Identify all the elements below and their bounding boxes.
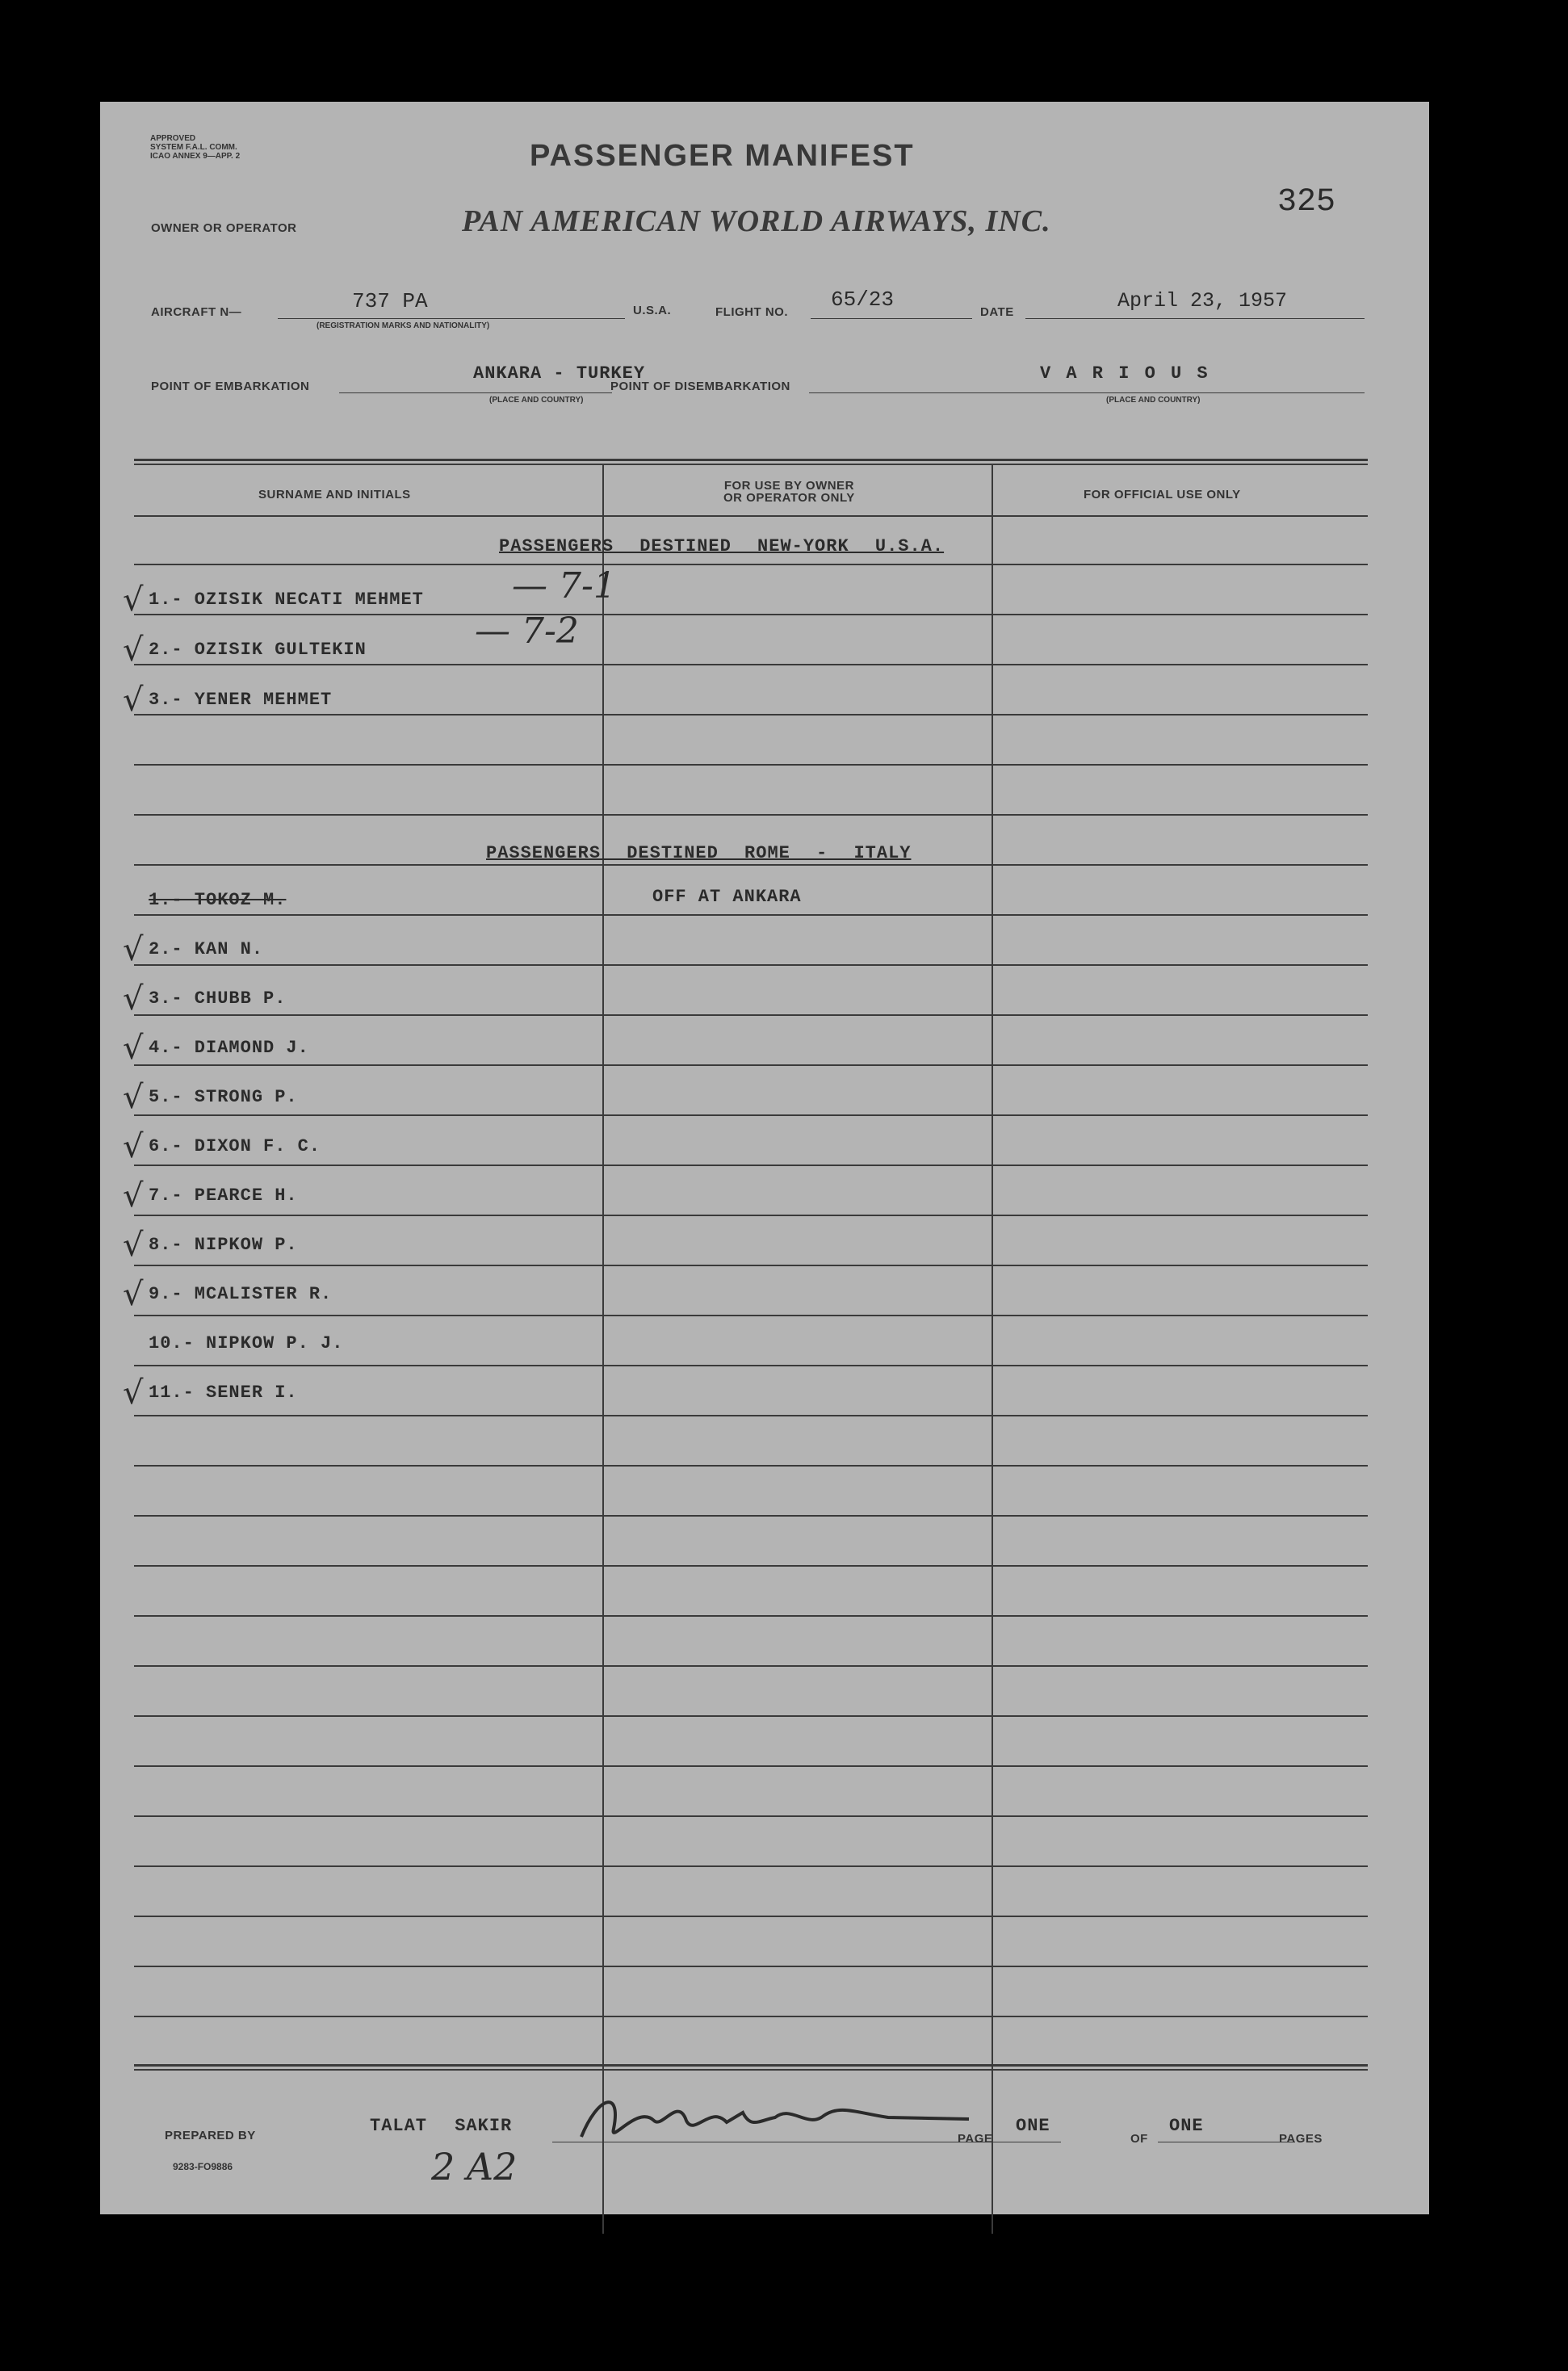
- check-mark: √: [123, 931, 144, 968]
- ruled-line: [134, 1916, 1368, 1917]
- check-mark: √: [123, 632, 144, 669]
- disembark-label: POINT OF DISEMBARKATION: [610, 380, 790, 393]
- passenger-name: 1.- TOKOZ M.: [149, 890, 287, 910]
- passenger-name: 4.- DIAMOND J.: [149, 1038, 309, 1058]
- passenger-name: 2.- OZISIK GULTEKIN: [149, 640, 367, 660]
- check-mark: √: [123, 581, 144, 619]
- ruled-line: [134, 764, 1368, 766]
- usa-label: U.S.A.: [633, 304, 672, 317]
- passenger-name: 2.- KAN N.: [149, 939, 264, 959]
- handwritten-note: 2 A2: [431, 2145, 518, 2188]
- passenger-name: 1.- OZISIK NECATI MEHMET: [149, 590, 424, 610]
- group-heading-new-york: PASSENGERS DESTINED NEW-YORK U.S.A.: [499, 536, 945, 556]
- check-mark: √: [123, 980, 144, 1018]
- ruled-line: [134, 1765, 1368, 1767]
- embark-value: ANKARA - TURKEY: [473, 363, 646, 384]
- check-mark: √: [123, 1276, 144, 1313]
- page-stamp: 325: [1277, 184, 1336, 220]
- ruled-line: [134, 1365, 1368, 1366]
- ruled-line: [134, 914, 1368, 916]
- ruled-line: [134, 1114, 1368, 1116]
- pages-label: PAGES: [1279, 2132, 1323, 2146]
- manifest-paper: [100, 102, 1429, 2214]
- prepared-value: TALAT SAKIR: [370, 2116, 513, 2136]
- ruled-line: [134, 1815, 1368, 1817]
- date-label: DATE: [980, 305, 1014, 319]
- ruled-line: [134, 2016, 1368, 2017]
- ruled-line: [134, 1615, 1368, 1617]
- check-mark: √: [123, 682, 144, 719]
- col-surname-header: SURNAME AND INITIALS: [258, 488, 411, 501]
- ruled-line: [134, 1565, 1368, 1567]
- ruled-line: [134, 1665, 1368, 1667]
- approval-line: ICAO ANNEX 9—APP. 2: [150, 152, 241, 161]
- col-official-header: FOR OFFICIAL USE ONLY: [1084, 488, 1241, 501]
- check-mark: √: [123, 1030, 144, 1067]
- passenger-name: 10.- NIPKOW P. J.: [149, 1333, 344, 1353]
- passenger-name: 8.- NIPKOW P.: [149, 1235, 298, 1255]
- embark-label: POINT OF EMBARKATION: [151, 380, 310, 393]
- operator-name: PAN AMERICAN WORLD AIRWAYS, INC.: [462, 204, 1051, 238]
- passenger-name: 3.- YENER MEHMET: [149, 690, 333, 710]
- ruled-line: [134, 564, 1368, 565]
- aircraft-value: 737 PA: [352, 289, 428, 313]
- off-at-ankara-note: OFF AT ANKARA: [652, 887, 802, 907]
- ruled-line: [134, 864, 1368, 866]
- passenger-name: 11.- SENER I.: [149, 1383, 298, 1403]
- ruled-line: [134, 1465, 1368, 1467]
- form-number: 9283-FO9886: [173, 2161, 233, 2172]
- check-mark: √: [123, 1079, 144, 1116]
- ruled-line: [134, 1064, 1368, 1066]
- date-value: April 23, 1957: [1117, 289, 1288, 313]
- place-sub: (PLACE AND COUNTRY): [489, 396, 584, 405]
- of-value: ONE: [1169, 2116, 1204, 2136]
- place-sub: (PLACE AND COUNTRY): [1106, 396, 1201, 405]
- approval-block: [150, 134, 240, 161]
- ruled-line: [134, 964, 1368, 966]
- ruled-line: [134, 1715, 1368, 1717]
- ruled-line: [134, 1265, 1368, 1266]
- prepared-label: PREPARED BY: [165, 2129, 256, 2142]
- owner-label: OWNER OR OPERATOR: [151, 221, 297, 235]
- signature-graphic: [549, 2072, 1001, 2153]
- passenger-name: 7.- PEARCE H.: [149, 1186, 298, 1206]
- passenger-name: 5.- STRONG P.: [149, 1087, 298, 1107]
- approval-line: SYSTEM F.A.L. COMM.: [150, 143, 237, 152]
- passenger-name: 6.- DIXON F. C.: [149, 1136, 321, 1156]
- flight-value: 65/23: [831, 287, 895, 312]
- aircraft-label: AIRCRAFT N—: [151, 305, 242, 319]
- of-label: OF: [1130, 2132, 1148, 2146]
- flight-label: FLIGHT NO.: [715, 305, 788, 319]
- group-heading-rome: PASSENGERS DESTINED ROME - ITALY: [486, 843, 912, 863]
- col-operator-header: [723, 480, 855, 504]
- col-operator-header-line: FOR USE BY OWNER: [723, 479, 854, 493]
- check-mark: √: [123, 1374, 144, 1412]
- ruled-line: [134, 714, 1368, 715]
- col-operator-header-line: OR OPERATOR ONLY: [723, 491, 855, 505]
- ruled-line: [134, 1165, 1368, 1166]
- ruled-line: [134, 1515, 1368, 1517]
- ruled-line: [134, 1315, 1368, 1316]
- page-value: ONE: [1016, 2116, 1050, 2136]
- check-mark: √: [123, 1177, 144, 1215]
- ruled-line: [134, 814, 1368, 816]
- ruled-line: [134, 1865, 1368, 1867]
- ruled-line: [134, 1215, 1368, 1216]
- page-label: PAGE: [958, 2132, 993, 2146]
- passenger-name: 9.- MCALISTER R.: [149, 1284, 333, 1304]
- form-title: PASSENGER MANIFEST: [530, 139, 915, 173]
- disembark-value: V A R I O U S: [1040, 363, 1210, 384]
- ruled-line: [134, 1415, 1368, 1416]
- passenger-name: 3.- CHUBB P.: [149, 988, 287, 1009]
- check-mark: √: [123, 1227, 144, 1264]
- ruled-line: [134, 614, 1368, 615]
- aircraft-sub: (REGISTRATION MARKS AND NATIONALITY): [317, 321, 490, 330]
- ruled-line: [134, 1966, 1368, 1967]
- ruled-line: [134, 1014, 1368, 1016]
- check-mark: √: [123, 1128, 144, 1165]
- approval-line: APPROVED: [150, 134, 196, 143]
- handwritten-code: — 7-1: [512, 565, 616, 606]
- handwritten-code: — 7-2: [475, 611, 579, 652]
- ruled-line: [134, 664, 1368, 665]
